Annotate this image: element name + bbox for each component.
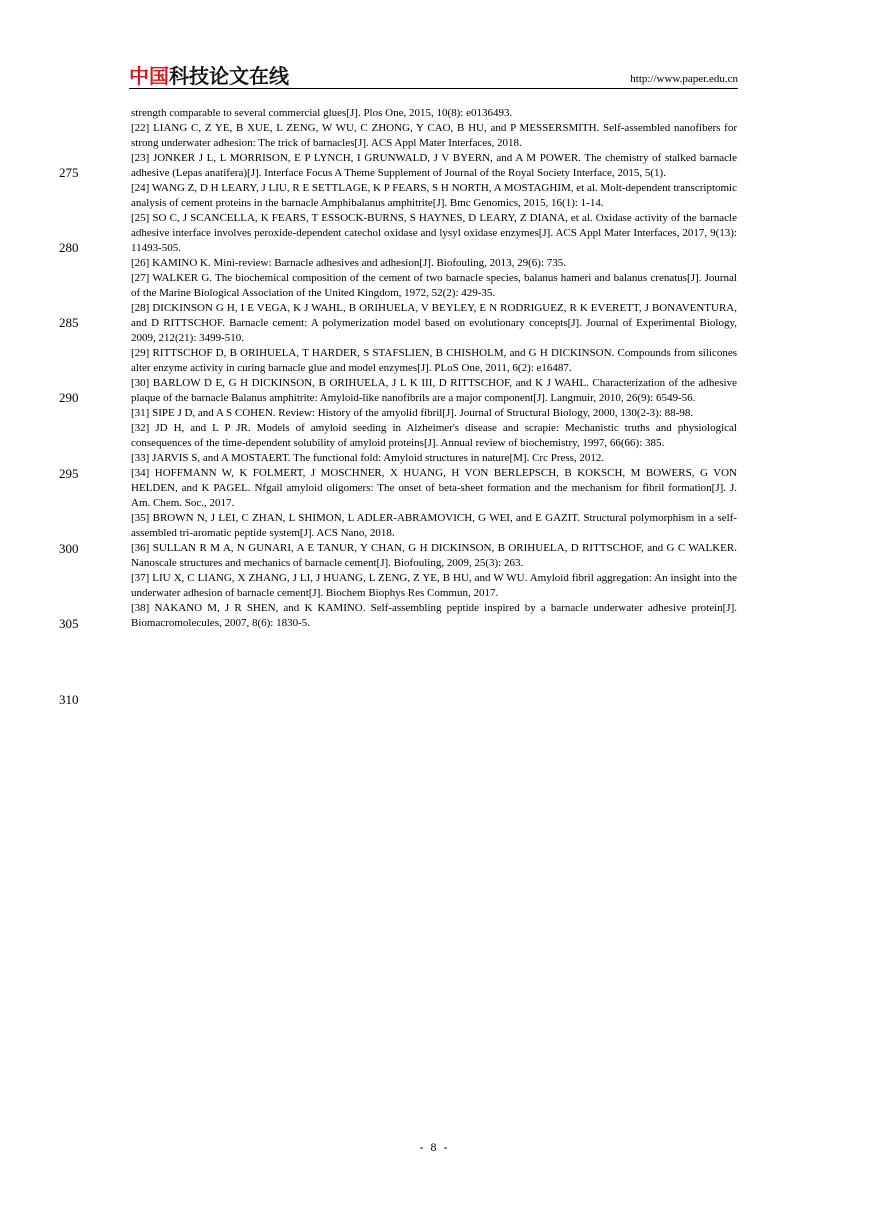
line-number: 275 bbox=[59, 165, 79, 180]
reference-entry: [33] JARVIS S, and A MOSTAERT. The functional fold: Amyloid structures in nature[M]. Crc Press, 2012. bbox=[131, 452, 605, 464]
reference-entry: [26] KAMINO K. Mini-review: Barnacle adhesives and adhesion[J]. Biofouling, 2013, 29(6): 735. bbox=[131, 257, 567, 269]
journal-logo bbox=[129, 64, 289, 88]
reference-entry: [22] LIANG C, Z YE, B XUE, L ZENG, W WU, C ZHONG, Y CAO, B HU, and P MESSERSMITH. Self-assembled nanofibers for strong underwater adhesion: The trick of barnacles[J]. ACS Appl Mater Interfaces, 2018. bbox=[131, 122, 737, 149]
reference-entry: [24] WANG Z, D H LEARY, J LIU, R E SETTLAGE, K P FEARS, S H NORTH, A MOSTAGHIM, et al. Molt-dependent transcriptomic analysis of cement proteins in the barnacle Amphibalanus amphitrite[J]. Bmc Genomics, 2015, 16(1): 1-14. bbox=[131, 182, 737, 209]
reference-entry: [35] BROWN N, J LEI, C ZHAN, L SHIMON, L ADLER-ABRAMOVICH, G WEI, and E GAZIT. Structural polymorphism in a self-assembled tri-aromatic peptide system[J]. ACS Nano, 2018. bbox=[131, 512, 737, 539]
line-number: 290 bbox=[59, 390, 79, 405]
reference-entry: [29] RITTSCHOF D, B ORIHUELA, T HARDER, S STAFSLIEN, B CHISHOLM, and G H DICKINSON. Compounds from silicones alter enzyme activity in curing barnacle glue and model enzymes[J]. PLoS One, 2011, 6(2): e16487. bbox=[131, 347, 737, 374]
reference-entry: [25] SO C, J SCANCELLA, K FEARS, T ESSOCK-BURNS, S HAYNES, D LEARY, Z DIANA, et al. Oxidase activity of the barnacle adhesive interface involves peroxide-dependent catechol oxidase and lysyl oxidase enzymes[J]. ACS Appl Mater Interfaces, 2017, 9(13): 11493-505. bbox=[131, 212, 737, 254]
reference-entry: [31] SIPE J D, and A S COHEN. Review: History of the amyolid fibril[J]. Journal of Structural Biology, 2000, 130(2-3): 88-98. bbox=[131, 407, 694, 419]
line-number: 305 bbox=[59, 616, 79, 631]
site-url: http://www.paper.edu.cn bbox=[630, 73, 738, 85]
reference-entry: [30] BARLOW D E, G H DICKINSON, B ORIHUELA, J L K III, D RITTSCHOF, and K J WAHL. Characterization of the adhesive plaque of the barnacle Balanus amphitrite: Amyloid-like nanofibrils are a major component[J]. Langmuir, 2010, 26(9): 6549-56. bbox=[131, 377, 737, 404]
line-number: 310 bbox=[59, 692, 79, 707]
logo-text-china: 中国 bbox=[129, 64, 169, 88]
line-number: 285 bbox=[59, 315, 79, 330]
page-header bbox=[129, 64, 738, 89]
reference-list bbox=[131, 106, 737, 631]
reference-entry: [38] NAKANO M, J R SHEN, and K KAMINO. Self-assembling peptide inspired by a barnacle underwater adhesive protein[J]. Biomacromolecules, 2007, 8(6): 1830-5. bbox=[131, 602, 737, 629]
reference-entry: [37] LIU X, C LIANG, X ZHANG, J LI, J HUANG, L ZENG, Z YE, B HU, and W WU. Amyloid fibril aggregation: An insight into the underwater adhesion of barnacle cement[J]. Biochem Biophys Res Commun, 2017. bbox=[131, 572, 737, 599]
reference-entry: [34] HOFFMANN W, K FOLMERT, J MOSCHNER, X HUANG, H VON BERLEPSCH, B KOKSCH, M BOWERS, G VON HELDEN, and K PAGEL. Nfgail amyloid oligomers: The onset of beta-sheet formation and the mechanism for fibril formation[J]. J. Am. Chem. Soc., 2017. bbox=[131, 467, 737, 509]
page-number: - 8 - bbox=[419, 1140, 450, 1154]
line-number: 295 bbox=[59, 466, 79, 481]
reference-entry: strength comparable to several commercial glues[J]. Plos One, 2015, 10(8): e0136493. bbox=[131, 107, 513, 119]
reference-entry: [32] JD H, and L P JR. Models of amyloid seeding in Alzheimer's disease and scrapie: Mechanistic truths and physiological consequences of the time-dependent solubility of amyloid proteins[J]. Annual review of biochemistry, 1997, 66(66): 385. bbox=[131, 422, 737, 449]
reference-entry: [23] JONKER J L, L MORRISON, E P LYNCH, I GRUNWALD, J V BYERN, and A M POWER. The chemistry of stalked barnacle adhesive (Lepas anatifera)[J]. Interface Focus A Theme Supplement of Journal of the Royal Society Interface, 2015, 5(1). bbox=[131, 152, 737, 179]
reference-entry: [27] WALKER G. The biochemical composition of the cement of two barnacle species, balanus hameri and balanus crenatus[J]. Journal of the Marine Biological Association of the United Kingdom, 1972, 52(2): 429-35. bbox=[131, 272, 737, 299]
line-number: 280 bbox=[59, 240, 79, 255]
line-number: 300 bbox=[59, 541, 79, 556]
logo-text-sci-tech-papers-online: 科技论文在线 bbox=[169, 64, 289, 88]
reference-entry: [28] DICKINSON G H, I E VEGA, K J WAHL, B ORIHUELA, V BEYLEY, E N RODRIGUEZ, R K EVERETT, J BONAVENTURA, and D RITTSCHOF. Barnacle cement: A polymerization model based on evolutionary concepts[J]. Journal of Experimental Biology, 2009, 212(21): 3499-510. bbox=[131, 302, 737, 344]
reference-entry: [36] SULLAN R M A, N GUNARI, A E TANUR, Y CHAN, G H DICKINSON, B ORIHUELA, D RITTSCHOF, and G C WALKER. Nanoscale structures and mechanics of barnacle cement[J]. Biofouling, 2009, 25(3): 263. bbox=[131, 542, 737, 569]
